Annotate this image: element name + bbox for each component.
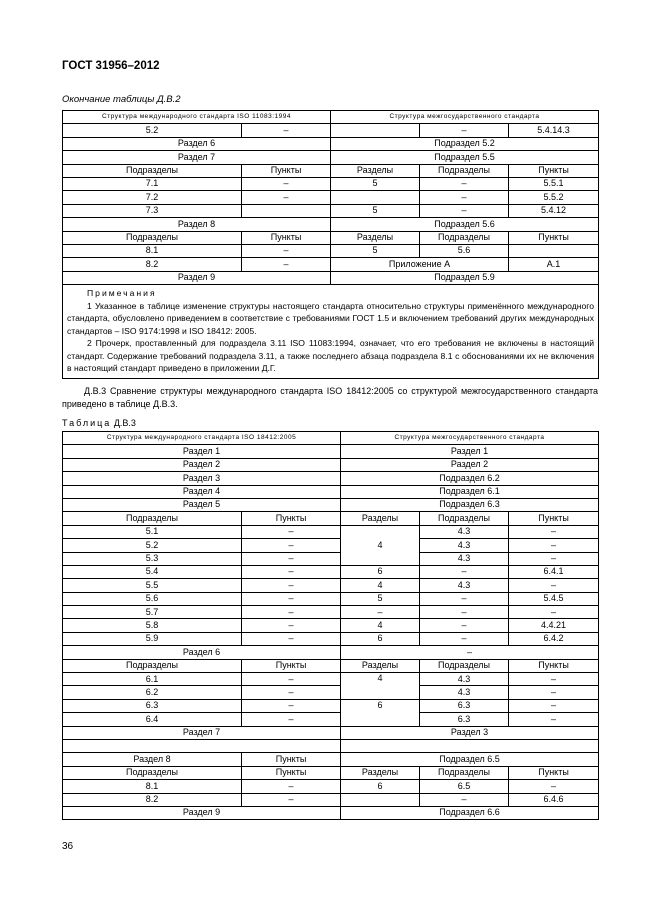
cell: 5.4.5 (509, 592, 599, 605)
cell: Раздел 7 (63, 726, 341, 739)
cell: – (242, 713, 341, 726)
cell: – (242, 632, 341, 645)
cell: Подразделы (420, 659, 509, 672)
cell (63, 739, 341, 752)
cell: – (242, 177, 331, 190)
cell: – (420, 191, 509, 204)
table-row (63, 498, 599, 511)
cell: 5.4.14.3 (509, 124, 599, 137)
cell: 5.7 (63, 606, 242, 619)
cell: 5.2 (63, 124, 242, 137)
table-row (63, 632, 599, 645)
cell: Раздел 9 (63, 806, 341, 819)
cell: 5 (341, 592, 420, 605)
cell: – (242, 780, 341, 793)
cell: 6.1 (63, 673, 242, 686)
cell: Раздел 4 (63, 485, 341, 498)
table-header-row (63, 111, 599, 124)
note-2: 2 Прочерк, проставленный для подраздела 3.11 ISO 11083:1994, означает, что его требования не включены в настоящий стандарт. Содержание требований подраздела 3.11, а также последнего абзаца подраздела 8.1 с обоснованиями их не включения в настоящий стандарт приведено в приложении Д.Г. (67, 338, 595, 374)
table-row (63, 673, 599, 686)
cell: 7.2 (63, 191, 242, 204)
cell: Подразделы (63, 512, 242, 525)
cell: 4.3 (420, 673, 509, 686)
cell: Подразделы (420, 164, 509, 177)
table-row (63, 539, 599, 552)
table-row (63, 137, 599, 150)
cell: 5.8 (63, 619, 242, 632)
cell: Подразделы (420, 766, 509, 779)
cell: 5.5 (63, 579, 242, 592)
cell: Пункты (242, 659, 341, 672)
table-row (63, 565, 599, 578)
cell: 5.1 (63, 525, 242, 538)
cell: Подразделы (420, 512, 509, 525)
cell: 6.4.2 (509, 632, 599, 645)
page-number: 36 (62, 841, 74, 852)
document-header: ГОСТ 31956–2012 (62, 60, 160, 72)
cell: Раздел 3 (341, 726, 599, 739)
cell: – (509, 579, 599, 592)
cell: – (242, 552, 341, 565)
cell: – (242, 525, 341, 538)
cell: – (242, 592, 341, 605)
cell: Раздел 5 (63, 498, 341, 511)
table-caption: Окончание таблицы Д.В.2 (62, 94, 181, 105)
table-row (63, 726, 599, 739)
cell: 5 (331, 204, 420, 217)
cell: 5.6 (420, 244, 509, 257)
cell: Раздел 2 (341, 458, 599, 471)
cell: 6.5 (420, 780, 509, 793)
cell: 5.4 (63, 565, 242, 578)
cell: Пункты (509, 766, 599, 779)
cell: Подразделы (63, 766, 242, 779)
cell: – (509, 699, 599, 712)
cell: Подразделы (63, 659, 242, 672)
table-label (62, 418, 136, 428)
cell: 6.4.6 (509, 793, 599, 806)
table-row (63, 244, 599, 257)
cell: 4.3 (420, 539, 509, 552)
cell: Разделы (331, 164, 420, 177)
cell: Пункты (242, 231, 331, 244)
cell: Раздел 1 (341, 445, 599, 458)
cell: 5.9 (63, 632, 242, 645)
header-international: Структура международного стандарта ISO 18412:2005 (63, 432, 341, 445)
cell: Раздел 8 (63, 753, 242, 766)
cell: Пункты (509, 512, 599, 525)
cell: 7.3 (63, 204, 242, 217)
cell: 6 (341, 565, 420, 578)
cell: 8.1 (63, 244, 242, 257)
column-heads-row (63, 512, 599, 525)
table-row (63, 579, 599, 592)
table-row (63, 699, 599, 712)
table-row (63, 218, 599, 231)
cell: Раздел 3 (63, 472, 341, 485)
cell: Пункты (242, 753, 341, 766)
cell: Приложение А (331, 258, 509, 271)
cell: Подраздел 5.6 (331, 218, 599, 231)
cell (341, 793, 420, 806)
cell: Раздел 1 (63, 445, 341, 458)
cell: 5.6 (63, 592, 242, 605)
cell: Раздел 8 (63, 218, 331, 231)
table-row (63, 485, 599, 498)
table-row (63, 151, 599, 164)
cell: – (242, 124, 331, 137)
table-row (63, 606, 599, 619)
cell: Разделы (341, 766, 420, 779)
table-row (63, 258, 599, 271)
cell: Подраздел 5.9 (331, 271, 599, 284)
cell: 4.4.21 (509, 619, 599, 632)
cell: – (242, 699, 341, 712)
cell: Пункты (242, 766, 341, 779)
cell: – (509, 780, 599, 793)
cell: 6.4.1 (509, 565, 599, 578)
cell: 5.2 (63, 539, 242, 552)
cell: – (420, 177, 509, 190)
table-row (63, 204, 599, 217)
cell: 6 (341, 632, 420, 645)
table-row (63, 271, 599, 284)
cell: Пункты (242, 512, 341, 525)
cell (509, 244, 599, 257)
cell: 4 (341, 579, 420, 592)
cell: 5 (331, 244, 420, 257)
cell: Раздел 6 (63, 646, 341, 659)
table-dv2-end (62, 110, 599, 379)
cell: 8.1 (63, 780, 242, 793)
cell: – (420, 565, 509, 578)
cell: – (420, 606, 509, 619)
notes-cell (63, 285, 599, 379)
cell: 5.5.1 (509, 177, 599, 190)
notes-row (63, 285, 599, 379)
cell: 6.4 (63, 713, 242, 726)
table-row (63, 177, 599, 190)
cell: Подраздел 5.2 (331, 137, 599, 150)
cell-merged: 6 (341, 699, 420, 726)
table-row (63, 552, 599, 565)
table-label-number: Д.В.3 (113, 418, 136, 428)
table-row (63, 592, 599, 605)
cell: Пункты (242, 164, 331, 177)
cell: – (341, 606, 420, 619)
cell: 7.1 (63, 177, 242, 190)
cell: Подраздел 6.1 (341, 485, 599, 498)
table-row (63, 231, 599, 244)
cell: – (242, 244, 331, 257)
cell: – (509, 606, 599, 619)
cell: 8.2 (63, 793, 242, 806)
cell: – (242, 539, 341, 552)
cell: – (509, 673, 599, 686)
cell: – (242, 191, 331, 204)
cell: 5.3 (63, 552, 242, 565)
cell: – (242, 793, 341, 806)
cell: – (242, 579, 341, 592)
cell: Раздел 2 (63, 458, 341, 471)
cell: – (420, 632, 509, 645)
cell: – (420, 793, 509, 806)
cell: – (242, 565, 341, 578)
table-row (63, 713, 599, 726)
cell: А.1 (509, 258, 599, 271)
cell: Пункты (509, 659, 599, 672)
cell: Раздел 6 (63, 137, 331, 150)
table-row (63, 164, 599, 177)
cell: – (242, 619, 341, 632)
table-row (63, 646, 599, 659)
cell: Подразделы (63, 164, 242, 177)
cell: – (509, 686, 599, 699)
header-interstate: Структура межгосударственного стандарта (331, 111, 599, 124)
notes-title: Примечания (87, 288, 157, 299)
cell (341, 739, 599, 752)
note-1: 1 Указанное в таблице изменение структуры настоящего стандарта относительно структуры применённого международного стандарта, обусловлено приведением в соответствие с требованиями ГОСТ 1.5 и включением требований других международных стандартов – ISO 9174:1998 и ISO 18412: 2005. (67, 300, 595, 336)
cell: Разделы (331, 231, 420, 244)
cell (242, 204, 331, 217)
cell: 4.3 (420, 579, 509, 592)
header-interstate: Структура межгосударственного стандарта (341, 432, 599, 445)
cell: 4.3 (420, 552, 509, 565)
cell: 4 (341, 619, 420, 632)
table-dv3 (62, 431, 599, 820)
cell: Подраздел 6.2 (341, 472, 599, 485)
cell: 6.3 (420, 713, 509, 726)
cell: – (509, 713, 599, 726)
cell: – (242, 258, 331, 271)
cell: – (341, 646, 599, 659)
cell: – (420, 592, 509, 605)
cell: 4.3 (420, 525, 509, 538)
cell: Разделы (341, 659, 420, 672)
table-row (63, 458, 599, 471)
table-row (63, 686, 599, 699)
table-row (63, 806, 599, 819)
header-international: Структура международного стандарта ISO 11083:1994 (63, 111, 331, 124)
cell: – (509, 539, 599, 552)
cell: 5.4.12 (509, 204, 599, 217)
cell: 5 (331, 177, 420, 190)
cell: – (420, 619, 509, 632)
table-row (63, 472, 599, 485)
cell: Подраздел 6.3 (341, 498, 599, 511)
paragraph-dv3: Д.В.3 Сравнение структуры международного стандарта ISO 18412:2005 со структурой межгосударственного стандарта приведено в таблице Д.В.3. (62, 386, 598, 409)
cell: 4.3 (420, 686, 509, 699)
cell: – (509, 552, 599, 565)
cell: Пункты (509, 231, 599, 244)
table-row (63, 445, 599, 458)
column-heads-row (63, 766, 599, 779)
cell-merged: 4 (341, 525, 420, 565)
cell: 5.5.2 (509, 191, 599, 204)
cell: Подраздел 6.5 (341, 753, 599, 766)
cell: Пункты (509, 164, 599, 177)
table-row (63, 525, 599, 538)
cell: – (420, 124, 509, 137)
cell (331, 124, 420, 137)
cell: – (242, 686, 341, 699)
cell: Подраздел 6.6 (341, 806, 599, 819)
cell: – (242, 673, 341, 686)
cell: Разделы (341, 512, 420, 525)
cell: 8.2 (63, 258, 242, 271)
cell: Подраздел 5.5 (331, 151, 599, 164)
cell: 6.3 (63, 699, 242, 712)
column-heads-row (63, 659, 599, 672)
empty-row (63, 739, 599, 752)
cell: 6.2 (63, 686, 242, 699)
cell: – (420, 204, 509, 217)
cell: Подразделы (63, 231, 242, 244)
table-row (63, 793, 599, 806)
cell: – (509, 525, 599, 538)
cell: Подразделы (420, 231, 509, 244)
table-row (63, 619, 599, 632)
table-row (63, 191, 599, 204)
cell: 6.3 (420, 699, 509, 712)
cell (331, 191, 420, 204)
table-header-row (63, 432, 599, 445)
table-row (63, 753, 599, 766)
table-label-prefix: Таблица (62, 418, 112, 428)
table-row (63, 780, 599, 793)
cell: 6 (341, 780, 420, 793)
cell: Раздел 7 (63, 151, 331, 164)
table-row (63, 124, 599, 137)
cell-merged: 4 (341, 673, 420, 700)
cell: – (242, 606, 341, 619)
cell: Раздел 9 (63, 271, 331, 284)
